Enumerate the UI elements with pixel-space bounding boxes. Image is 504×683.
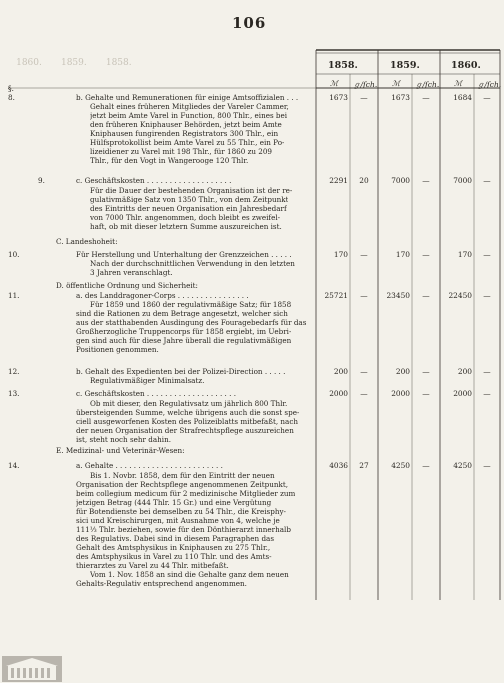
groschen-cell: — — [483, 250, 491, 259]
unit-thaler-1860: ℳ — [454, 79, 463, 88]
text-line: Gehalt eines früheren Mitgliedes der Vareler Cammer, — [90, 102, 289, 111]
text-line: 13. — [8, 389, 20, 398]
text-line: C. Landeshoheit: — [56, 237, 118, 246]
text-line: Für Herstellung und Unterhaltung der Grenzzeichen . . . . . — [76, 250, 292, 259]
text-line: thierarztes zu Varel zu 44 Thlr. mitbefaßt. — [76, 561, 229, 570]
text-line: 3 Jahren veranschlagt. — [90, 268, 173, 277]
text-line: den früheren Kniphauser Behörden, jetzt beim Amte — [90, 120, 282, 129]
text-line: Thlr., für den Vogt in Wangerooge 120 Thlr. — [90, 156, 249, 165]
text-line: der neuen Organisation der Strafrechtspflege auszureichen — [76, 426, 294, 435]
groschen-cell: — — [483, 291, 491, 300]
unit-thaler-1859: ℳ — [392, 79, 401, 88]
text-line: ciell ausgeworfenen Kosten des Polizeiblatts mitbefaßt, nach — [76, 417, 298, 426]
year-header-1860: 1860. — [451, 60, 481, 71]
text-line: 14. — [8, 461, 20, 470]
groschen-cell: — — [483, 176, 491, 185]
year-header-1858: 1858. — [328, 60, 358, 71]
groschen-cell: — — [422, 291, 430, 300]
text-line: Positionen genommen. — [76, 345, 159, 354]
library-building-icon — [2, 656, 62, 682]
amount-cell: 7000 — [391, 176, 410, 185]
amount-cell: 2000 — [391, 389, 410, 398]
text-line: Organisation der Rechtspflege angenommenen Zeitpunkt, — [76, 480, 289, 489]
page-number: 106 — [232, 14, 267, 32]
text-line: Nach der durchschnittlichen Verwendung in den letzten — [90, 259, 295, 268]
text-line: a. Gehalte . . . . . . . . . . . . . . . . . . . . . . . . — [76, 461, 223, 470]
groschen-cell: — — [422, 367, 430, 376]
text-line: lizeidiener zu Varel mit 198 Thlr., für 1860 zu 209 — [90, 147, 272, 156]
text-line: Gehalt des Amtsphysikus in Kniphausen zu 275 Thlr., — [76, 543, 271, 552]
groschen-cell: 27 — [359, 461, 369, 470]
groschen-cell: — — [422, 93, 430, 102]
text-line: ist, steht noch sehr dahin. — [76, 435, 171, 444]
amount-cell: 25721 — [324, 291, 348, 300]
amount-cell: 4036 — [329, 461, 348, 470]
groschen-cell: — — [483, 461, 491, 470]
text-line: b. Gehalte und Remunerationen für einige Amtsoffizialen . . . — [76, 93, 299, 102]
text-line: 111⅓ Thlr. beziehen, sowie für den Dönthierarzt innerhalb — [76, 525, 291, 534]
unit-groschen-1858: ℊ/ſch. — [353, 80, 378, 89]
text-line: für Botendienste bei demselben zu 54 Thlr., die Kreisphy- — [76, 507, 286, 516]
ghost-year: 1860. — [16, 58, 42, 68]
text-line: 11. — [8, 291, 20, 300]
unit-thaler-1858: ℳ — [330, 79, 339, 88]
groschen-cell: — — [360, 291, 368, 300]
text-line: Regulativmäßiger Minimalsatz. — [90, 376, 205, 385]
text-line: 9. — [38, 176, 45, 185]
amount-cell: 23450 — [386, 291, 410, 300]
text-line: a. des Landdragoner-Corps . . . . . . . . . . . . . . . . — [76, 291, 249, 300]
amount-cell: 200 — [333, 367, 348, 376]
amount-cell: 4250 — [391, 461, 410, 470]
text-line: aus der statthabenden Ausdingung des Fouragebedarfs für das — [76, 318, 307, 327]
text-line: sind die Rationen zu dem Betrage angesetzt, welcher sich — [76, 309, 288, 318]
amount-cell: 1673 — [391, 93, 410, 102]
text-line: Großherzogliche Truppencorps für 1858 ergiebt, im Uebri- — [76, 327, 292, 336]
groschen-cell: — — [422, 461, 430, 470]
ghost-year: 1859. — [60, 58, 87, 68]
text-line: des Eintritts der neuen Organisation ein Jahresbedarf — [90, 204, 287, 213]
ghost-year: 1858. — [105, 58, 132, 68]
text-line: jetzt beim Amte Varel in Function, 800 Thlr., eines bei — [90, 111, 288, 120]
text-line: haft, ob mit dieser letztern Summe auszureichen ist. — [90, 222, 282, 231]
amount-cell: 200 — [457, 367, 472, 376]
text-line: c. Geschäftskosten . . . . . . . . . . . . . . . . . . . . — [76, 389, 236, 398]
amount-cell: 1673 — [329, 93, 348, 102]
amount-cell: 1684 — [453, 93, 472, 102]
text-line: E. Medizinal- und Veterinär-Wesen: — [56, 446, 185, 455]
text-line: des Regulativs. Dabei sind in diesem Paragraphen das — [76, 534, 275, 543]
text-line: des Amtsphysikus in Varel zu 110 Thlr. und des Amts- — [76, 552, 272, 561]
text-line: Ob mit dieser, den Regulativsatz um jährlich 800 Thlr. — [90, 399, 288, 408]
text-line: Hülfsprotokollist beim Amte Varel zu 55 Thlr., ein Po- — [90, 138, 285, 147]
groschen-cell: — — [422, 250, 430, 259]
amount-cell: 170 — [333, 250, 348, 259]
text-line: Für 1859 und 1860 der regulativmäßige Satz; für 1858 — [90, 300, 292, 309]
unit-groschen-1859: ℊ/ſch. — [415, 80, 440, 89]
text-line: beim collegium medicum für 2 medizinische Mitglieder zum — [76, 489, 296, 498]
amount-cell: 2000 — [453, 389, 472, 398]
text-line: Bis 1. Novbr. 1858, dem für den Eintritt der neuen — [90, 471, 275, 480]
text-line: von 7000 Thlr. angenommen, doch bleibt es zweifel- — [90, 213, 281, 222]
text-line: 12. — [8, 367, 20, 376]
groschen-cell: — — [360, 250, 368, 259]
text-line: D. öffentliche Ordnung und Sicherheit: — [56, 281, 198, 290]
text-line: gulativmäßige Satz von 1350 Thlr., von dem Zeitpunkt — [90, 195, 289, 204]
text-line: Für die Dauer der bestehenden Organisation ist der re- — [90, 186, 293, 195]
text-line: b. Gehalt des Expedienten bei der Polizei-Direction . . . . . — [76, 367, 286, 376]
amount-cell: 2000 — [329, 389, 348, 398]
groschen-cell: — — [483, 93, 491, 102]
amount-cell: 22450 — [448, 291, 472, 300]
text-line: übersteigenden Summe, welche übrigens auch die sonst spe- — [76, 408, 300, 417]
text-line: §. — [8, 84, 14, 93]
bleed-through-headers — [8, 58, 140, 68]
groschen-cell: — — [483, 367, 491, 376]
amount-cell: 170 — [395, 250, 410, 259]
groschen-cell: — — [422, 176, 430, 185]
amount-cell: 7000 — [453, 176, 472, 185]
groschen-cell: — — [360, 389, 368, 398]
unit-groschen-1860: ℊ/ſch. — [477, 80, 502, 89]
amount-cell: 170 — [457, 250, 472, 259]
groschen-cell: — — [360, 93, 368, 102]
text-line: 8. — [8, 93, 15, 102]
text-line: 10. — [8, 250, 20, 259]
text-line: Gehalts-Regulativ entsprechend angenommen. — [76, 579, 247, 588]
text-line: jetzigen Betrag (444 Thlr. 15 Gr.) und eine Vergütung — [76, 498, 272, 507]
amount-cell: 200 — [395, 367, 410, 376]
groschen-cell: — — [360, 367, 368, 376]
text-line: c. Geschäftskosten . . . . . . . . . . . . . . . . . . . — [76, 176, 232, 185]
text-line: sici und Kreischirurgen, mit Ausnahme von 4, welche je — [76, 516, 280, 525]
groschen-cell: 20 — [359, 176, 369, 185]
text-line: gen sind auch für diese Jahre überall die regulativmäßigen — [76, 336, 292, 345]
amount-cell: 2291 — [329, 176, 348, 185]
amount-cell: 4250 — [453, 461, 472, 470]
text-line: Vom 1. Nov. 1858 an sind die Gehalte ganz dem neuen — [90, 570, 289, 579]
groschen-cell: — — [422, 389, 430, 398]
groschen-cell: — — [483, 389, 491, 398]
year-header-1859: 1859. — [390, 60, 420, 71]
text-line: Kniphausen fungirenden Registrators 300 Thlr., ein — [90, 129, 279, 138]
